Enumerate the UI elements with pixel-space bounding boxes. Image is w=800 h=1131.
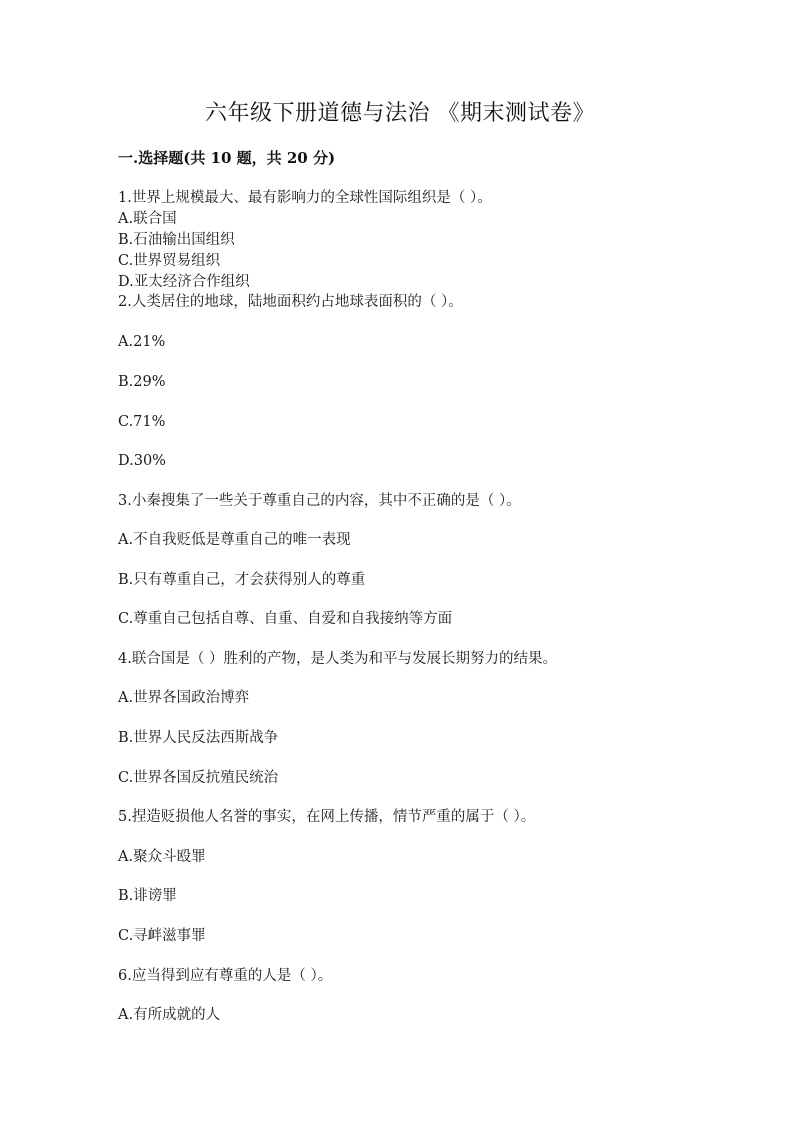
answer-option: A.联合国	[118, 211, 177, 227]
answer-option: C.寻衅滋事罪	[118, 928, 206, 944]
question-stem: 2.人类居住的地球，陆地面积约占地球表面积的（ ）。	[118, 294, 463, 310]
question-stem: 5.捏造贬损他人名誉的事实，在网上传播，情节严重的属于（ ）。	[118, 809, 536, 825]
answer-option: B.世界人民反法西斯战争	[118, 730, 279, 746]
answer-option: A.聚众斗殴罪	[118, 849, 206, 865]
page-title: 六年级下册道德与法治 《期末测试卷》	[205, 101, 595, 126]
answer-option: C.世界贸易组织	[118, 253, 221, 269]
section-heading: 一.选择题(共 10 题，共 20 分)	[118, 149, 336, 167]
question-stem: 4.联合国是（ ）胜利的产物，是人类为和平与发展长期努力的结果。	[118, 651, 557, 667]
answer-option: A.有所成就的人	[118, 1007, 221, 1023]
answer-option: C.尊重自己包括自尊、自重、自爱和自我接纳等方面	[118, 611, 453, 627]
answer-option: D.亚太经济合作组织	[118, 274, 250, 290]
answer-option: A.世界各国政治博弈	[118, 690, 250, 706]
answer-option: B.诽谤罪	[118, 888, 177, 904]
question-stem: 3.小秦搜集了一些关于尊重自己的内容，其中不正确的是（ ）。	[118, 493, 521, 509]
question-stem: 6.应当得到应有尊重的人是（ ）。	[118, 968, 333, 984]
answer-option: B.29%	[118, 374, 166, 390]
answer-option: A.21%	[118, 334, 166, 350]
answer-option: C.71%	[118, 414, 166, 430]
answer-option: B.石油输出国组织	[118, 232, 235, 248]
answer-option: B.只有尊重自己，才会获得别人的尊重	[118, 572, 366, 588]
question-stem: 1.世界上规模最大、最有影响力的全球性国际组织是（ ）。	[118, 190, 492, 206]
answer-option: D.30%	[118, 453, 166, 469]
answer-option: C.世界各国反抗殖民统治	[118, 770, 279, 786]
answer-option: A.不自我贬低是尊重自己的唯一表现	[118, 532, 351, 548]
